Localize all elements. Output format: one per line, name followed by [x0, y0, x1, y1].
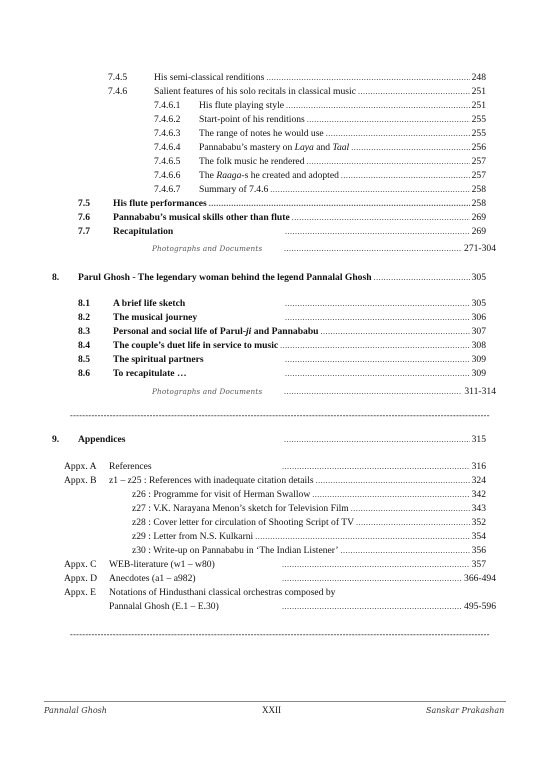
dot-leader — [282, 559, 470, 571]
toc-entry-8-6 — [78, 368, 486, 380]
toc-chapter-8 — [52, 272, 486, 284]
page-number: 257 — [471, 156, 486, 167]
section-title: The musical journey — [113, 312, 198, 323]
chapter-number: 8. — [52, 272, 60, 283]
dot-leader — [266, 72, 469, 84]
page-number: 306 — [471, 312, 486, 323]
section-number: 8.2 — [78, 312, 90, 323]
toc-entry-7-4-6-7 — [154, 184, 486, 196]
page-number: 269 — [471, 212, 486, 223]
toc-appendix-b — [64, 475, 486, 487]
section-title: The spiritual partners — [113, 354, 204, 365]
page-number: 324 — [471, 475, 486, 486]
section-number: 7.7 — [78, 226, 90, 237]
section-number: 7.4.5 — [108, 72, 128, 83]
section-title: Photographs and Documents — [152, 244, 263, 253]
dot-leader — [285, 298, 470, 310]
section-number: 7.5 — [78, 198, 90, 209]
appendix-title: z27 : V.K. Narayana Menon’s sketch for Television Film — [132, 503, 349, 514]
section-number: 7.4.6 — [108, 86, 128, 97]
dot-leader — [351, 142, 469, 154]
section-number: 7.4.6.4 — [154, 142, 181, 153]
toc-appendix-d — [64, 573, 496, 585]
section-title: To recapitulate … — [113, 368, 187, 379]
section-number: 7.4.6.6 — [154, 170, 181, 181]
section-title: His flute playing style — [199, 100, 284, 111]
page-number: 269 — [471, 226, 486, 237]
toc-chapter-9 — [52, 434, 486, 446]
page-number: 357 — [471, 559, 486, 570]
dot-leader — [374, 272, 470, 284]
dot-leader — [285, 312, 470, 324]
section-number: 7.4.6.7 — [154, 184, 181, 195]
page-number: 308 — [471, 340, 486, 351]
page-number: 316 — [471, 461, 486, 472]
dot-leader — [285, 226, 470, 238]
dot-leader — [316, 475, 470, 487]
appendix-title: z30 : Write-up on Pannababu in ‘The Indian Listener’ — [132, 545, 339, 556]
appendix-number: Appx. D — [64, 573, 98, 584]
toc-entry-7-4-5 — [108, 72, 486, 84]
toc-appendix-z28 — [132, 517, 486, 529]
dot-leader — [292, 212, 470, 224]
section-title: His semi-classical renditions — [154, 72, 265, 83]
page-number: 342 — [471, 489, 486, 500]
page-number: 305 — [471, 272, 486, 283]
dot-leader — [326, 128, 470, 140]
toc-entry-7-4-6-4 — [154, 142, 486, 154]
toc-appendix-z26 — [132, 489, 486, 501]
page-number: 271-304 — [464, 243, 496, 254]
dot-leader — [351, 503, 470, 515]
section-number: 7.4.6.5 — [154, 156, 181, 167]
toc-entry-7-7 — [78, 226, 486, 238]
appendix-number: Appx. C — [64, 559, 97, 570]
section-title: Pannababu’s musical skills other than flute — [113, 212, 290, 223]
dot-leader — [285, 368, 470, 380]
appendix-title-line-2: Pannalal Ghosh (E.1 – E.30) — [109, 601, 219, 612]
page-number: 315 — [471, 434, 486, 445]
dot-leader — [307, 156, 470, 168]
section-title: The range of notes he would use — [199, 128, 324, 139]
appendix-number: Appx. E — [64, 587, 96, 598]
section-title: Summary of 7.4.6 — [199, 184, 269, 195]
toc-entry-7-4-6-1 — [154, 100, 486, 112]
page-number: 257 — [471, 170, 486, 181]
toc-entry-7-6 — [78, 212, 486, 224]
dashed-separator — [70, 412, 490, 420]
appendix-title: z26 : Programme for visit of Herman Swallow — [132, 489, 311, 500]
toc-entry-7-4-6 — [108, 86, 486, 98]
page-number: 251 — [471, 100, 486, 111]
page-number: 495-596 — [464, 601, 496, 612]
section-title: Photographs and Documents — [152, 387, 263, 396]
dot-leader — [209, 198, 470, 210]
section-title: His flute performances — [113, 198, 207, 209]
page-number: 307 — [471, 326, 486, 337]
section-number: 7.6 — [78, 212, 90, 223]
dot-leader — [282, 573, 462, 585]
toc-entry-7-4-6-6 — [154, 170, 486, 182]
appendix-title: z28 : Cover letter for circulation of Shooting Script of TV — [132, 517, 355, 528]
toc-entry-7-4-6-3 — [154, 128, 486, 140]
dot-leader — [307, 114, 470, 126]
dot-leader — [255, 531, 469, 543]
page-number: 251 — [471, 86, 486, 97]
appendix-title: Anecdotes (a1 – a982) — [109, 573, 196, 584]
toc-appendix-e-continued — [109, 601, 496, 613]
section-number: 8.1 — [78, 298, 90, 309]
toc-appendix-c — [64, 559, 486, 571]
toc-entry-8-1 — [78, 298, 486, 310]
toc-appendix-z29 — [132, 531, 486, 543]
toc-appendix-e — [64, 587, 486, 599]
page-number: 354 — [471, 531, 486, 542]
dot-leader — [284, 243, 462, 255]
dot-leader — [282, 461, 470, 473]
page-number: 248 — [471, 72, 486, 83]
dot-leader — [321, 326, 470, 338]
page-number: 311-314 — [464, 386, 496, 397]
dot-leader — [285, 354, 470, 366]
page-number: 309 — [471, 368, 486, 379]
section-title: The couple’s duet life in service to music — [113, 340, 279, 351]
section-number: 7.4.6.3 — [154, 128, 181, 139]
page-number: 258 — [471, 198, 486, 209]
section-title: Salient features of his solo recitals in classical music — [154, 86, 356, 97]
toc-entry-photos-8 — [152, 386, 496, 398]
toc-entry-8-2 — [78, 312, 486, 324]
page-number: 255 — [471, 128, 486, 139]
dot-leader — [341, 170, 470, 182]
footer-book-title: Pannalal Ghosh — [44, 706, 107, 715]
appendix-title: z1 – z25 : References with inadequate citation details — [109, 475, 314, 486]
toc-appendix-z27 — [132, 503, 486, 515]
chapter-number: 9. — [52, 434, 60, 445]
section-title: Recapitulation — [113, 226, 174, 237]
section-number: 8.3 — [78, 326, 90, 337]
section-title: A brief life sketch — [113, 298, 186, 309]
toc-entry-8-4 — [78, 340, 486, 352]
appendix-number: Appx. B — [64, 475, 97, 486]
page-number: 256 — [471, 142, 486, 153]
section-number: 8.6 — [78, 368, 90, 379]
appendix-number: Appx. A — [64, 461, 97, 472]
toc-entry-photos-7 — [152, 243, 496, 255]
section-number: 7.4.6.2 — [154, 114, 181, 125]
dot-leader — [280, 340, 469, 352]
page-number: 343 — [471, 503, 486, 514]
footer-rule — [44, 701, 506, 702]
page-number: 305 — [471, 298, 486, 309]
footer-page-number: XXII — [262, 705, 281, 715]
dot-leader — [356, 517, 470, 529]
page-number: 352 — [471, 517, 486, 528]
appendix-title: References — [109, 461, 152, 472]
page-number: 356 — [471, 545, 486, 556]
chapter-title: Appendices — [78, 434, 126, 445]
toc-entry-8-3 — [78, 326, 486, 338]
section-title: The Raaga-s he created and adopted — [199, 170, 339, 181]
section-title: Start-point of his renditions — [199, 114, 305, 125]
section-title: Personal and social life of Parul-ji and Pannababu — [113, 326, 319, 337]
dot-leader — [284, 434, 470, 446]
appendix-title: Notations of Hindusthani classical orchestras composed by — [109, 587, 336, 598]
section-title: Pannababu’s mastery on Laya and Taal — [199, 142, 350, 153]
appendix-title: z29 : Letter from N.S. Kulkarni — [132, 531, 254, 542]
dot-leader — [341, 545, 470, 557]
dot-leader — [312, 489, 469, 501]
toc-entry-7-4-6-5 — [154, 156, 486, 168]
dashed-separator — [70, 631, 490, 639]
toc-appendix-z30 — [132, 545, 486, 557]
dot-leader — [286, 100, 470, 112]
dot-leader — [284, 386, 462, 398]
page-number: 309 — [471, 354, 486, 365]
page-number: 255 — [471, 114, 486, 125]
section-title: The folk music he rendered — [199, 156, 305, 167]
dot-leader — [282, 601, 462, 613]
dot-leader — [358, 86, 470, 98]
page-number: 258 — [471, 184, 486, 195]
section-number: 7.4.6.1 — [154, 100, 181, 111]
chapter-title: Parul Ghosh - The legendary woman behind the legend Pannalal Ghosh — [78, 272, 372, 283]
section-number: 8.4 — [78, 340, 90, 351]
toc-appendix-a — [64, 461, 486, 473]
toc-entry-7-5 — [78, 198, 486, 210]
appendix-title: WEB-literature (w1 – w80) — [109, 559, 215, 570]
section-number: 8.5 — [78, 354, 90, 365]
toc-entry-7-4-6-2 — [154, 114, 486, 126]
footer-publisher: Sanskar Prakashan — [426, 706, 505, 715]
toc-entry-8-5 — [78, 354, 486, 366]
dot-leader — [270, 184, 469, 196]
page-number: 366-494 — [464, 573, 496, 584]
